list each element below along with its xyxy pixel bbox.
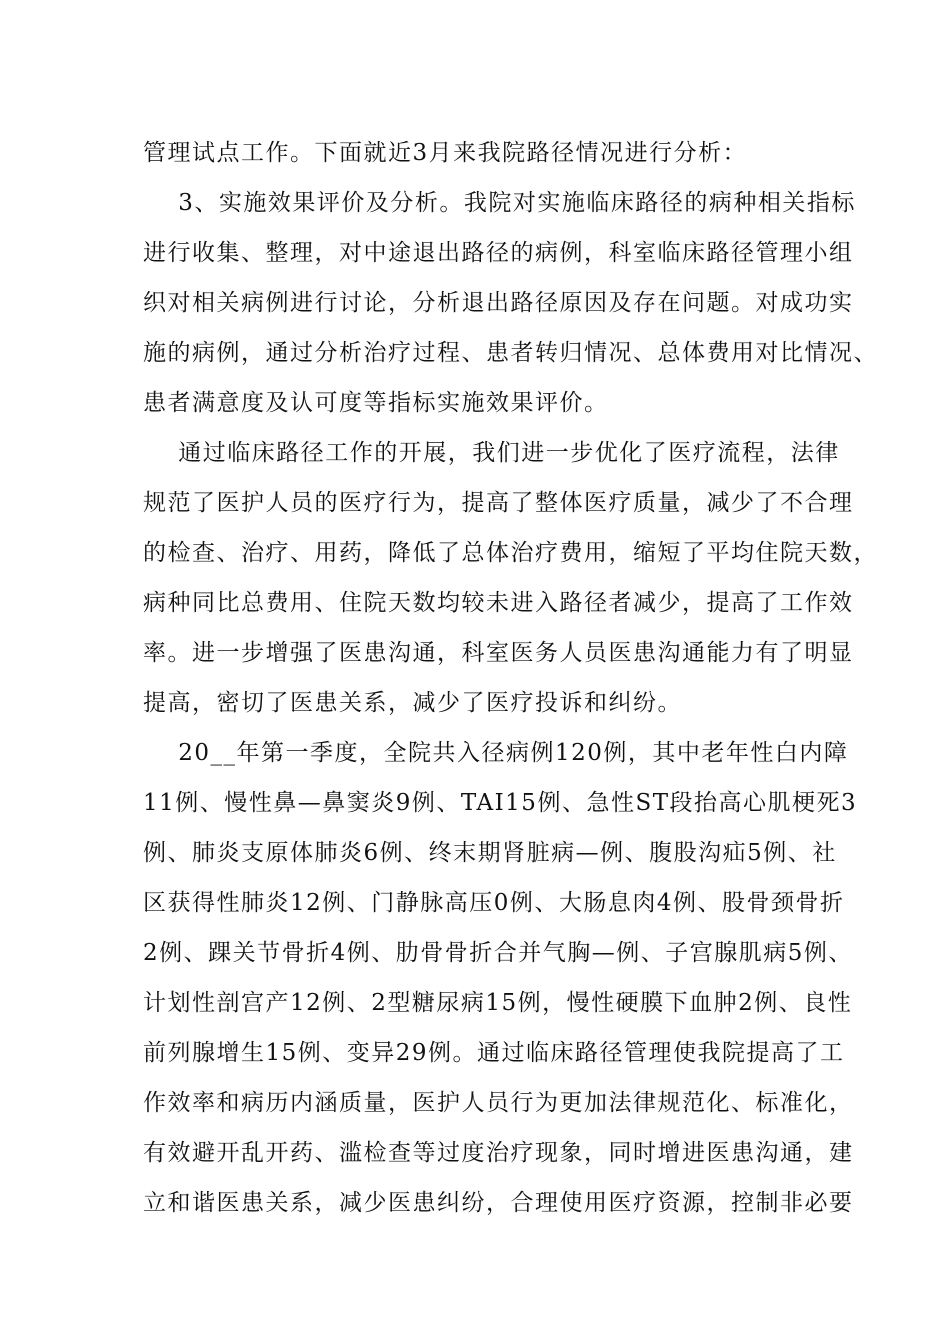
text-line: 11例、慢性鼻—鼻窦炎9例、TAI15例、急性ST段抬高心肌梗死3 bbox=[143, 790, 858, 816]
text-line: 织对相关病例进行讨论，分析退出路径原因及存在问题。对成功实 bbox=[143, 290, 854, 316]
text-line: 通过临床路径工作的开展，我们进一步优化了医疗流程，法律 bbox=[143, 440, 840, 466]
text-line: 施的病例，通过分析治疗过程、患者转归情况、总体费用对比情况、 bbox=[143, 340, 878, 366]
text-line: 作效率和病历内涵质量，医护人员行为更加法律规范化、标准化， bbox=[143, 1090, 854, 1116]
document-body bbox=[143, 128, 878, 1228]
text-line: 区获得性肺炎12例、门静脉高压0例、大肠息肉4例、股骨颈骨折 bbox=[143, 890, 845, 916]
text-line: 提高，密切了医患关系，减少了医疗投诉和纠纷。 bbox=[143, 690, 682, 716]
text-line: 3、实施效果评价及分析。我院对实施临床路径的病种相关指标 bbox=[143, 190, 856, 216]
text-line: 患者满意度及认可度等指标实施效果评价。 bbox=[143, 390, 609, 416]
text-line: 进行收集、整理，对中途退出路径的病例，科室临床路径管理小组 bbox=[143, 240, 854, 266]
text-line: 病种同比总费用、住院天数均较未进入路径者减少，提高了工作效 bbox=[143, 590, 854, 616]
text-line: 例、肺炎支原体肺炎6例、终末期肾脏病—例、腹股沟疝5例、社 bbox=[143, 840, 837, 866]
text-line: 计划性剖宫产12例、2型糖尿病15例，慢性硬膜下血肿2例、良性 bbox=[143, 990, 853, 1016]
text-line: 有效避开乱开药、滥检查等过度治疗现象，同时增进医患沟通，建 bbox=[143, 1140, 854, 1166]
text-line: 前列腺增生15例、变异29例。通过临床路径管理使我院提高了工 bbox=[143, 1040, 845, 1066]
text-line: 立和谐医患关系，减少医患纠纷，合理使用医疗资源，控制非必要 bbox=[143, 1190, 854, 1216]
text-line: 2例、踝关节骨折4例、肋骨骨折合并气胸—例、子宫腺肌病5例、 bbox=[143, 940, 853, 966]
text-line: 20__年第一季度，全院共入径病例120例，其中老年性白内障 bbox=[143, 740, 849, 766]
text-line: 的检查、治疗、用药，降低了总体治疗费用，缩短了平均住院天数， bbox=[143, 540, 878, 566]
text-line: 管理试点工作。下面就近3月来我院路径情况进行分析： bbox=[143, 140, 748, 166]
text-line: 规范了医护人员的医疗行为，提高了整体医疗质量，减少了不合理 bbox=[143, 490, 854, 516]
text-line: 率。进一步增强了医患沟通，科室医务人员医患沟通能力有了明显 bbox=[143, 640, 854, 666]
